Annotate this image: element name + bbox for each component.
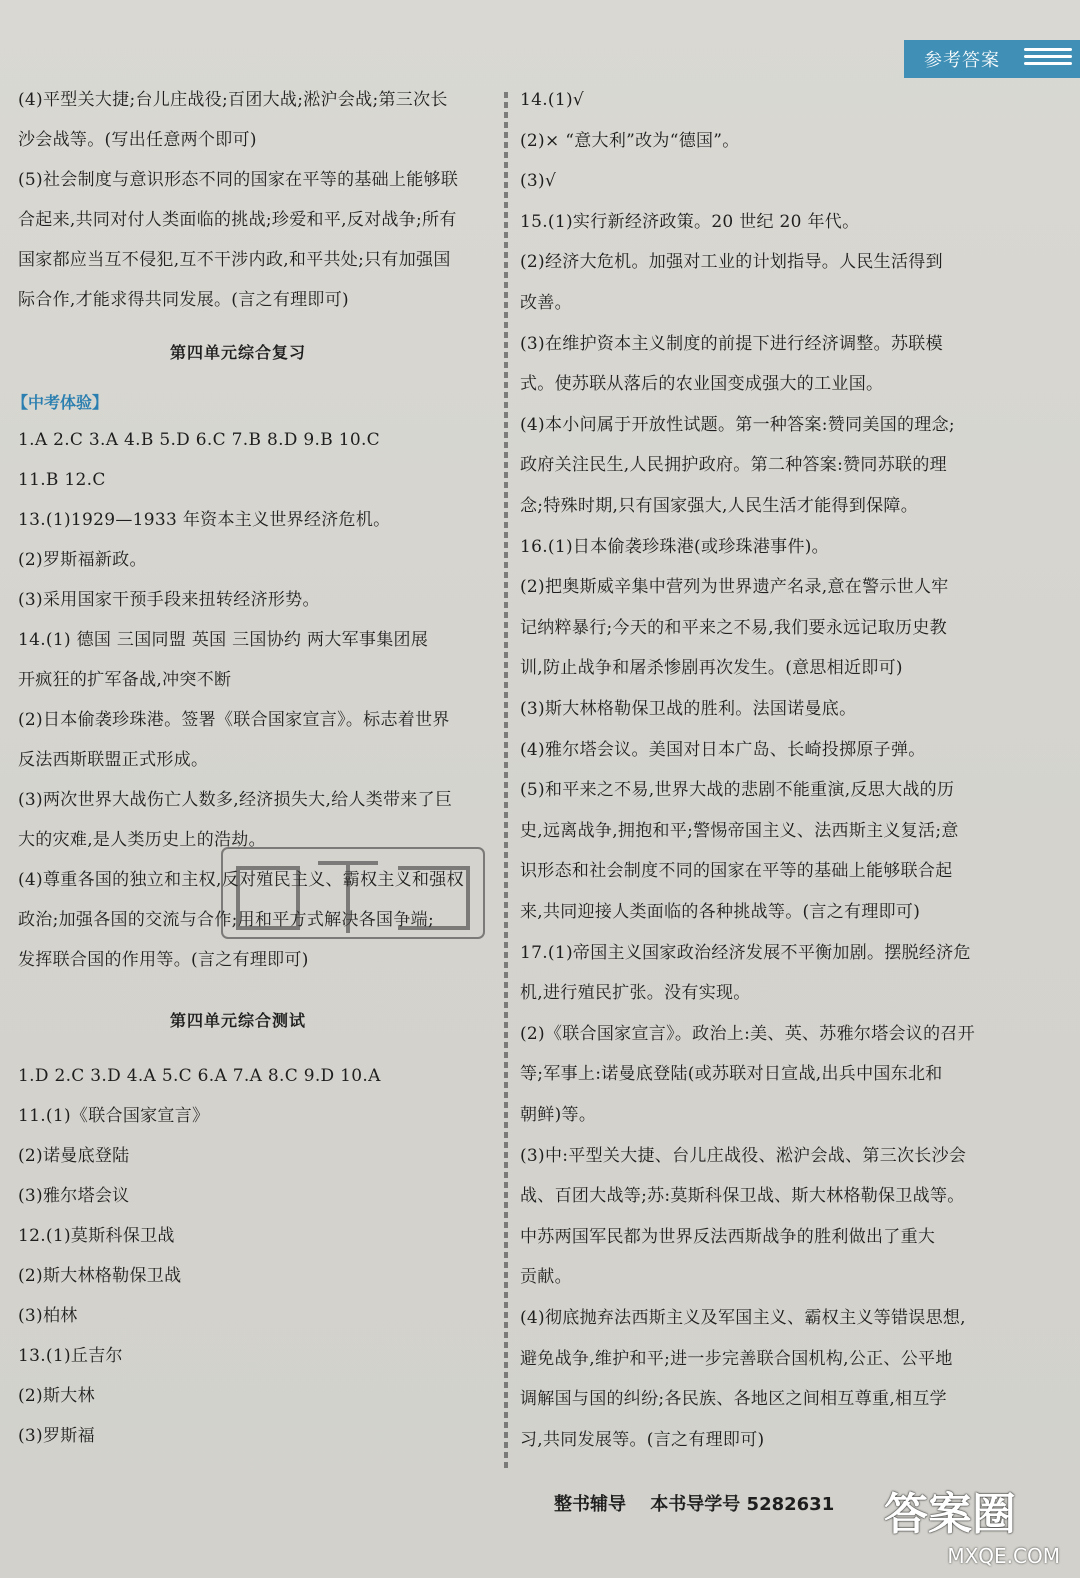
answer-line: 机,进行殖民扩张。没有实现。 [520, 983, 751, 1004]
answer-tab [904, 40, 1080, 78]
answer-line: (3)雅尔塔会议 [18, 1186, 130, 1206]
watermark-text: 答案圈 [884, 1489, 1016, 1540]
answer-line: 际合作,才能求得共同发展。(言之有理即可) [18, 290, 349, 310]
answer-line: 战、百团大战等;苏:莫斯科保卫战、斯大林格勒保卫战等。 [520, 1186, 965, 1207]
footer-left: 整书辅导 [554, 1494, 626, 1515]
answer-line: 11.B 12.C [18, 470, 106, 490]
answer-line: 1.D 2.C 3.D 4.A 5.C 6.A 7.A 8.C 9.D 10.A [18, 1066, 381, 1086]
answer-line: 合起来,共同对付人类面临的挑战;珍爱和平,反对战争;所有 [18, 210, 457, 230]
answer-line: 等;军事上:诺曼底登陆(或苏联对日宣战,出兵中国东北和 [520, 1064, 943, 1085]
section-title: 第四单元综合复习 [170, 343, 307, 362]
answer-line: (2)斯大林格勒保卫战 [18, 1266, 182, 1286]
stamp-icon [218, 838, 488, 948]
answer-line: 念;特殊时期,只有国家强大,人民生活才能得到保障。 [520, 496, 919, 516]
answer-line: 史,远离战争,拥抱和平;警惕帝国主义、法西斯主义复活;意 [520, 820, 959, 841]
answer-line: 大的灾难,是人类历史上的浩劫。 [18, 830, 266, 850]
answer-line: 式。使苏联从落后的农业国变成强大的工业国。 [520, 374, 884, 395]
answer-line: 识形态和社会制度不同的国家在平等的基础上能够联合起 [520, 861, 953, 882]
answer-line: (3)斯大林格勒保卫战的胜利。法国诺曼底。 [520, 699, 857, 719]
answer-line: 来,共同迎接人类面临的各种挑战等。(言之有理即可) [520, 902, 921, 922]
answer-line: 政府关注民生,人民拥护政府。第二种答案:赞同苏联的理 [520, 455, 947, 476]
answer-line: (4)彻底抛弃法西斯主义及军国主义、霸权主义等错误思想, [520, 1308, 966, 1328]
answer-line: 政治;加强各国的交流与合作;用和平方式解决各国争端; [18, 910, 434, 930]
column-divider [504, 92, 508, 1472]
answer-line: 记纳粹暴行;今天的和平来之不易,我们要永远记取历史教 [520, 617, 947, 638]
answer-line: (4)平型关大捷;台儿庄战役;百团大战;淞沪会战;第三次长 [18, 90, 448, 110]
menu-lines-icon [1024, 48, 1072, 70]
answer-line: (3)在维护资本主义制度的前提下进行经济调整。苏联模 [520, 333, 943, 354]
answer-line: 朝鲜)等。 [520, 1105, 597, 1125]
answer-line: 17.(1)帝国主义国家政治经济发展不平衡加剧。摆脱经济危 [520, 942, 971, 963]
answer-line: 反法西斯联盟正式形成。 [18, 750, 209, 770]
answer-line: 习,共同发展等。(言之有理即可) [520, 1429, 765, 1450]
answer-line: (4)本小问属于开放性试题。第一种答案:赞同美国的理念; [520, 414, 955, 435]
section-title: 第四单元综合测试 [170, 1011, 307, 1030]
answer-line: (5)社会制度与意识形态不同的国家在平等的基础上能够联 [18, 170, 459, 190]
answer-line: (3)中:平型关大捷、台儿庄战役、淞沪会战、第三次长沙会 [520, 1145, 967, 1166]
watermark-logo [884, 1478, 1064, 1568]
answer-line: 1.A 2.C 3.A 4.B 5.D 6.C 7.B 8.D 9.B 10.C [18, 430, 380, 450]
answer-line: 开疯狂的扩军备战,冲突不断 [18, 670, 232, 690]
answer-line: 16.(1)日本偷袭珍珠港(或珍珠港事件)。 [520, 536, 829, 557]
answer-line: 13.(1)1929—1933 年资本主义世界经济危机。 [18, 510, 391, 530]
answer-line: (2)斯大林 [18, 1386, 95, 1406]
answer-line: 改善。 [520, 293, 572, 313]
answer-line: (4)尊重各国的独立和主权,反对殖民主义、霸权主义和强权 [18, 870, 464, 890]
answer-line: 14.(1) 德国 三国同盟 英国 三国协约 两大军事集团展 [18, 630, 429, 650]
footer [554, 1490, 834, 1516]
footer-right: 本书导学号 5282631 [650, 1494, 835, 1515]
answer-line: 沙会战等。(写出任意两个即可) [18, 130, 257, 150]
answer-line: (2)日本偷袭珍珠港。签署《联合国家宣言》。标志着世界 [18, 710, 450, 730]
answer-line: (2)《联合国家宣言》。政治上:美、英、苏雅尔塔会议的召开 [520, 1023, 976, 1044]
answer-line: 发挥联合国的作用等。(言之有理即可) [18, 950, 309, 970]
answer-line: 国家都应当互不侵犯,互不干涉内政,和平共处;只有加强国 [18, 250, 451, 270]
answer-line: (2)经济大危机。加强对工业的计划指导。人民生活得到 [520, 252, 943, 273]
answer-line: 13.(1)丘吉尔 [18, 1346, 123, 1366]
answer-line: 11.(1)《联合国家宣言》 [18, 1106, 210, 1126]
answer-line: (2)把奥斯威辛集中营列为世界遗产名录,意在警示世人牢 [520, 577, 949, 598]
exam-badge: 【中考体验】 [12, 393, 109, 412]
answer-line: 避免战争,维护和平;进一步完善联合国机构,公正、公平地 [520, 1348, 953, 1369]
answer-line: (3)采用国家干预手段来扭转经济形势。 [18, 590, 320, 610]
answer-line: (2)诺曼底登陆 [18, 1146, 130, 1166]
answer-line: (2)× “意大利”改为“德国”。 [520, 130, 740, 151]
watermark-url: MXQE.COM [947, 1544, 1060, 1568]
answer-line: 15.(1)实行新经济政策。20 世纪 20 年代。 [520, 211, 860, 232]
answer-line: 中苏两国军民都为世界反法西斯战争的胜利做出了重大 [520, 1226, 936, 1247]
answer-line: 14.(1)√ [520, 90, 585, 110]
answer-line: 调解国与国的纠纷;各民族、各地区之间相互尊重,相互学 [520, 1389, 947, 1410]
answer-line: 训,防止战争和屠杀惨剧再次发生。(意思相近即可) [520, 658, 903, 679]
answer-line: (3)√ [520, 171, 557, 192]
answer-line: (5)和平来之不易,世界大战的悲剧不能重演,反思大战的历 [520, 780, 955, 801]
answer-line: 12.(1)莫斯科保卫战 [18, 1226, 175, 1246]
answer-line: (4)雅尔塔会议。美国对日本广岛、长崎投掷原子弹。 [520, 739, 926, 760]
answer-line: (2)罗斯福新政。 [18, 550, 147, 570]
answer-line: 贡献。 [520, 1267, 572, 1288]
answer-line: (3)柏林 [18, 1306, 78, 1326]
answer-line: (3)罗斯福 [18, 1426, 95, 1446]
answer-line: (3)两次世界大战伤亡人数多,经济损失大,给人类带来了巨 [18, 790, 453, 810]
tab-label: 参考答案 [924, 50, 1000, 71]
